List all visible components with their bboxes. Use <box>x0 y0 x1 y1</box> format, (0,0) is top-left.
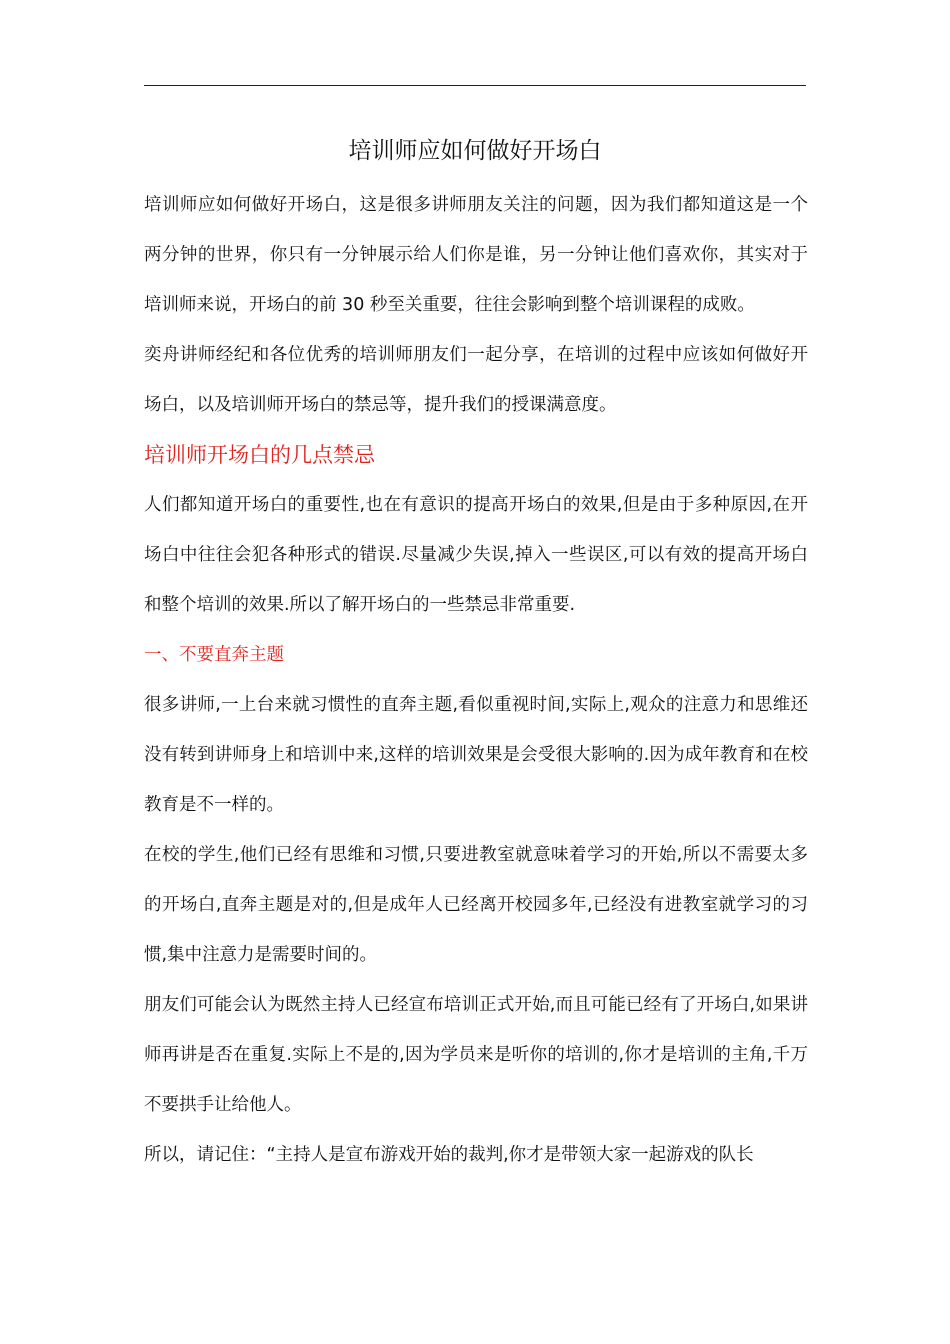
sub-paragraph-4: 所以，请记住：“主持人是宣布游戏开始的裁判,你才是带领大家一起游戏的队长 <box>144 1145 754 1165</box>
sub-paragraph-3: 朋友们可能会认为既然主持人已经宣布培训正式开始,而且可能已经有了开场白,如果讲师再讲是否在重复.实际上不是的,因为学员来是听你的培训的,你才是培训的主角,千万不要拱手让给他人。 <box>144 995 808 1115</box>
header-rule <box>144 85 806 86</box>
section-intro-paragraph: 人们都知道开场白的重要性,也在有意识的提高开场白的效果,但是由于多种原因,在开场白中往往会犯各种形式的错误.尽量减少失误,掉入一些误区,可以有效的提高开场白和整个培训的效果.所以了解开场白的一些禁忌非常重要. <box>144 495 808 615</box>
subheading-1: 一、不要直奔主题 <box>144 645 284 665</box>
intro-paragraph-2: 奕舟讲师经纪和各位优秀的培训师朋友们一起分享，在培训的过程中应该如何做好开场白，以及培训师开场白的禁忌等，提升我们的授课满意度。 <box>144 345 808 415</box>
document-title: 培训师应如何做好开场白 <box>348 138 602 164</box>
section-heading: 培训师开场白的几点禁忌 <box>144 443 375 467</box>
sub-paragraph-2: 在校的学生,他们已经有思维和习惯,只要进教室就意味着学习的开始,所以不需要太多的开场白,直奔主题是对的,但是成年人已经离开校园多年,已经没有进教室就学习的习惯,集中注意力是需要时间的。 <box>144 845 808 965</box>
intro-paragraph-1: 培训师应如何做好开场白，这是很多讲师朋友关注的问题，因为我们都知道这是一个两分钟的世界，你只有一分钟展示给人们你是谁，另一分钟让他们喜欢你，其实对于培训师来说，开场白的前 30 秒至关重要，往往会影响到整个培训课程的成败。 <box>144 195 808 315</box>
document-body <box>144 180 808 1180</box>
sub-paragraph-1: 很多讲师,一上台来就习惯性的直奔主题,看似重视时间,实际上,观众的注意力和思维还没有转到讲师身上和培训中来,这样的培训效果是会受很大影响的.因为成年教育和在校教育是不一样的。 <box>144 695 808 815</box>
